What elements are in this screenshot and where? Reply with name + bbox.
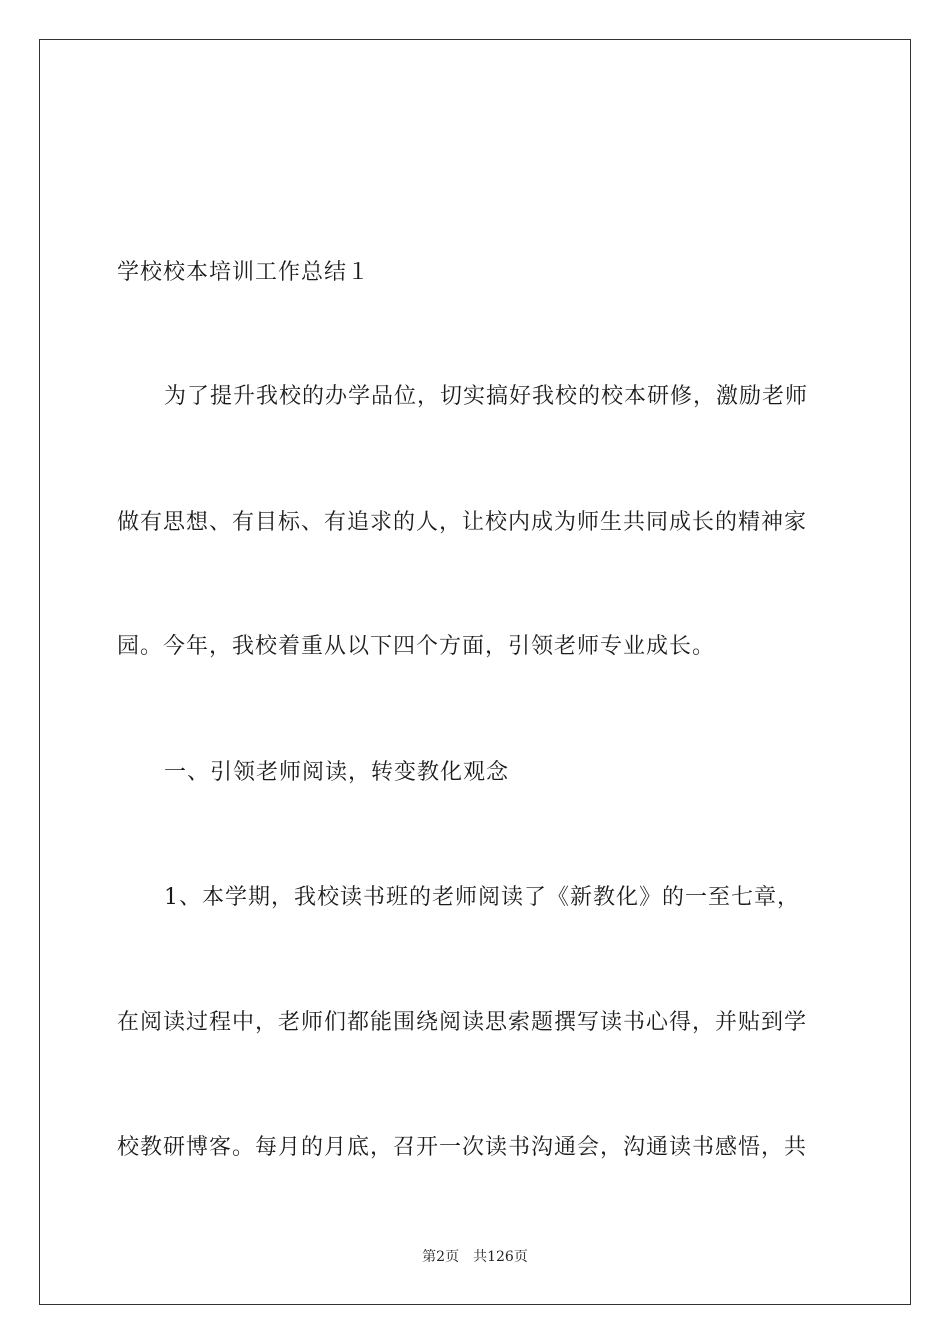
page-number: 第2页	[422, 1249, 460, 1265]
section-heading: 一、引领老师阅读，转变教化观念	[164, 760, 510, 785]
paragraph-line: 园。今年，我校着重从以下四个方面，引领老师专业成长。	[117, 634, 716, 659]
paragraph-line: 校教研博客。每月的月底，召开一次读书沟通会，沟通读书感悟，共	[117, 1135, 808, 1160]
page-border	[39, 39, 911, 1305]
paragraph-line: 在阅读过程中，老师们都能围绕阅读思索题撰写读书心得，并贴到学	[117, 1010, 808, 1035]
paragraph-line: 做有思想、有目标、有追求的人，让校内成为师生共同成长的精神家	[117, 510, 808, 535]
paragraph-line: 1、本学期，我校读书班的老师阅读了《新教化》的一至七章，	[164, 885, 800, 910]
page-footer	[0, 1248, 950, 1266]
paragraph-line: 为了提升我校的办学品位，切实搞好我校的校本研修，激励老师	[164, 384, 809, 409]
page-total: 共126页	[473, 1249, 528, 1265]
document-title: 学校校本培训工作总结１	[117, 260, 371, 285]
